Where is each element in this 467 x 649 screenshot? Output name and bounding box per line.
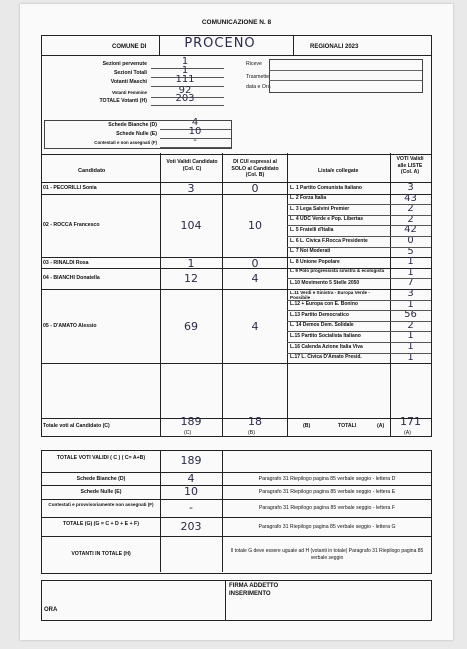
header-row-label: Sezioni pervenute [102, 61, 147, 67]
total-c-value: 189 [180, 415, 202, 428]
total-c-note: (C) [184, 430, 192, 436]
total-b-note: (B) [248, 430, 255, 436]
summary-note: Paragrafo 31 Riepilogo pagina 85 verbale seggio - lettera F [258, 505, 396, 511]
schede-label: Schede Nulle (E) [116, 131, 157, 137]
candidate-col-c: 12 [184, 272, 198, 286]
candidate-col-b: 0 [251, 182, 259, 196]
summary-label: Schede Bianche (D) [76, 475, 126, 482]
candidate-col-b: 4 [251, 320, 259, 334]
list-name: L.16 Calenda Azione Italia Viva [290, 343, 363, 350]
summary-note: Il totale G deve essere uguale ad H (votanti in totale) Paragrafo 31 Riepilogo pagina 85 verbale seggio [230, 548, 424, 561]
list-name: L. 4 UDC Verde e Pop. Libertas [290, 216, 364, 223]
summary-value: 203 [180, 519, 202, 533]
candidate-col-c: 1 [187, 256, 195, 270]
list-votes: 1 [407, 266, 414, 278]
list-votes: 3 [407, 288, 414, 299]
summary-note: Paragrafo 31 Riepilogo pagina 85 verbale seggio - lettera G [258, 523, 396, 530]
list-votes: 1 [407, 351, 414, 363]
candidate-col-b: 0 [251, 256, 259, 270]
candidate-name: 03 - RINALDI Rosa [43, 259, 89, 266]
candidate-name: 02 - ROCCA Francesco [43, 222, 100, 229]
list-name: L.15 Partito Socialista Italiano [290, 332, 361, 339]
ora-label: ORA [44, 607, 58, 613]
list-votes: 2 [407, 203, 414, 215]
schede-label: Contestati e non assegnati (F) [94, 140, 157, 145]
candidate-col-c: 3 [187, 182, 195, 196]
list-divider [287, 353, 431, 354]
schede-label: Schede Bianche (D) [108, 122, 157, 128]
list-votes: 56 [404, 309, 417, 321]
candidate-name: 04 - BIANCHI Donatella [43, 275, 100, 282]
list-votes: 1 [407, 341, 414, 352]
header-col-a: VOTI Validi alle LISTE (Col. A) [396, 156, 424, 175]
list-divider [287, 331, 431, 332]
list-divider [287, 310, 431, 311]
header-row-label: TOTALE Votanti (H) [99, 98, 147, 104]
total-a-value: 171 [400, 415, 421, 428]
list-name: L.10 Movimento 5 Stelle 2050 [290, 279, 360, 286]
summary-label: Contestati e provvisoriamente non assegnati (F) [48, 502, 154, 507]
candidate-name: 01 - PECORILLI Sonia [43, 185, 97, 192]
list-votes: 0 [407, 235, 414, 246]
candidate-col-b: 10 [248, 219, 262, 233]
header-col-c: Voti Validi Candidato (Col. C) [166, 159, 218, 172]
list-divider [287, 247, 431, 248]
summary-value: 4 [187, 471, 195, 485]
comune-value: PROCENO [184, 36, 256, 51]
list-divider [287, 342, 431, 343]
summary-value: 189 [180, 454, 202, 467]
list-divider [287, 300, 431, 301]
header-candidato: Candidato [78, 168, 106, 174]
summary-note: Paragrafo 31 Riepilogo pagina 85 verbale seggio - lettera D [258, 475, 396, 482]
summary-label: Schede Nulle (E) [80, 489, 122, 495]
totali-label: TOTALI [338, 423, 357, 429]
document-page [20, 4, 453, 640]
total-a-note: (A) [404, 430, 411, 436]
schede-value: 10 [188, 126, 202, 137]
summary-divider [41, 485, 431, 486]
schede-value: 4 [191, 117, 199, 128]
header-row-value: 92 [178, 85, 192, 96]
total-b-value: 18 [248, 415, 262, 428]
summary-label: VOTANTI IN TOTALE (H) [71, 551, 131, 557]
summary-note: Paragrafo 31 Riepilogo pagina 85 verbale seggio - lettera E [258, 489, 396, 495]
summary-label: TOTALE (G) (G = C + D + E + F) [63, 520, 139, 527]
list-name: L. 14 Demos Dem. Solidale [290, 322, 354, 329]
header-row-value: 1 [181, 56, 189, 67]
list-name: L. 8 Unione Popolare [290, 258, 340, 265]
total-a-label: (A) [377, 423, 385, 429]
list-name: L. 7 Noi Moderati [290, 248, 331, 255]
summary-label: TOTALE VOTI VALIDI ( C ) ( C= A+B) [56, 455, 146, 461]
header-row-label: Votanti Maschi [110, 79, 147, 85]
summary-divider [41, 472, 431, 473]
list-votes: 42 [404, 224, 417, 236]
summary-divider [41, 536, 431, 537]
list-divider [287, 215, 431, 216]
header-row-value: 1 [181, 65, 189, 76]
list-votes: 2 [407, 213, 414, 225]
header-row-label: Votanti Femmine [111, 90, 147, 95]
list-name: L. 9 Polo progressista sinistra & ecologista [290, 268, 385, 274]
row-divider [41, 194, 431, 195]
firma-label: FIRMA ADDETTO INSERIMENTO [229, 583, 279, 597]
list-name: L. 6 L. Civica F.Rocca Presidente [290, 237, 368, 244]
list-divider [287, 225, 431, 226]
candidate-col-c: 104 [180, 219, 202, 233]
list-votes: 43 [404, 192, 417, 204]
candidate-name: 05 - D'AMATO Alessio [43, 323, 97, 330]
summary-divider [41, 517, 431, 518]
totals-label: Totale voti al Candidato (C) [43, 423, 110, 429]
summary-value: - [189, 501, 193, 514]
header-liste: Lista/e collegate [318, 168, 359, 174]
list-votes: 3 [407, 182, 414, 193]
summary-value: 10 [184, 485, 198, 498]
list-divider [287, 278, 431, 279]
list-divider [287, 321, 431, 322]
data-ora-label: data e Ora [246, 84, 271, 90]
candidate-col-c: 69 [184, 320, 198, 334]
list-name: L. 2 Forza Italia [290, 195, 327, 202]
list-name: L.11 Verdi e Sinistra - Europa Verde - Possibile [290, 289, 370, 300]
list-divider [287, 204, 431, 205]
list-votes: 5 [407, 245, 414, 257]
list-divider [287, 236, 431, 237]
list-name: L. 3 Lega Salvini Premier [290, 205, 350, 212]
list-votes: 1 [407, 256, 414, 268]
list-name: L.13 Partito Democratico [290, 311, 349, 318]
list-name: L. 5 Fratelli d'Italia [290, 226, 334, 233]
header-row-label: Sezioni Totali [113, 70, 147, 76]
list-votes: 1 [407, 298, 414, 310]
schede-value: - [193, 135, 197, 146]
election-label: REGIONALI 2023 [310, 44, 359, 50]
candidate-col-b: 4 [251, 272, 259, 286]
list-votes: 7 [407, 277, 414, 289]
riceve-label: Riceve [246, 61, 262, 67]
header-col-b: DI CUI espressi al SOLO al Candidato (Col. B) [231, 159, 279, 178]
trasmette-label: Trasmette [246, 74, 270, 80]
header-row-value: 111 [175, 74, 195, 85]
comune-label: COMUNE DI [112, 44, 147, 50]
row-divider [41, 363, 431, 364]
list-name: L.12 + Europa con E. Bonino [290, 301, 358, 308]
document-title: COMUNICAZIONE N. 8 [201, 19, 272, 26]
summary-divider [41, 499, 431, 500]
list-votes: 1 [407, 330, 414, 342]
schede-top-box [44, 120, 232, 149]
receipt-box [269, 59, 423, 93]
total-b-label: (B) [303, 423, 311, 429]
list-votes: 2 [407, 319, 414, 331]
list-name: L.17 L. Civica D'Amato Presid. [290, 354, 362, 361]
list-name: L. 1 Partito Comunista Italiano [290, 184, 362, 191]
header-row-value: 203 [175, 93, 195, 104]
